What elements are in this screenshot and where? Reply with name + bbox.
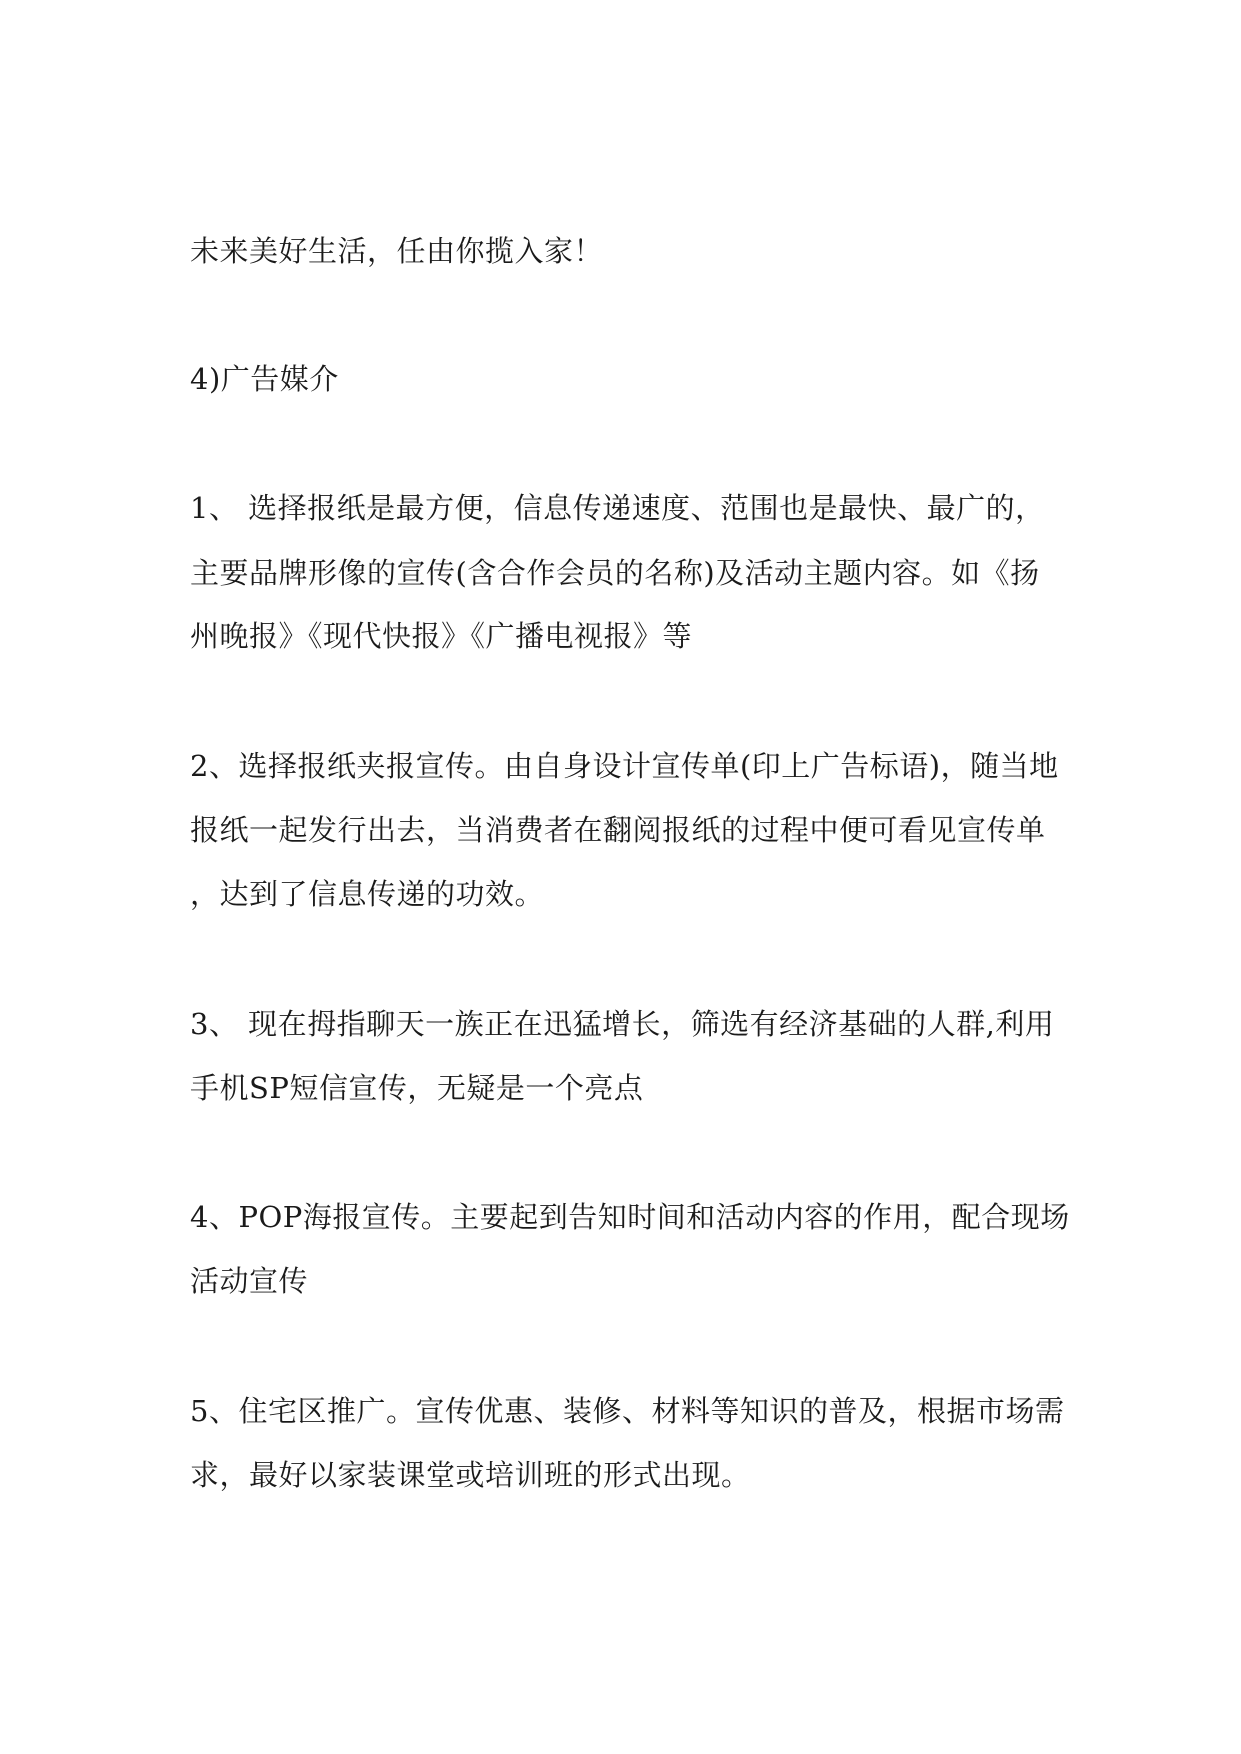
- item-3-line-1: 3、 现在拇指聊天一族正在迅猛增长，筛选有经济基础的人群,利用: [190, 1007, 1055, 1041]
- slogan-line: 未来美好生活，任由你揽入家！: [190, 234, 604, 268]
- item-5-line-2: 求，最好以家装课堂或培训班的形式出现。: [190, 1458, 751, 1492]
- item-3-line-2: 手机SP短信宣传，无疑是一个亮点: [190, 1071, 644, 1105]
- item-2-line-1: 2、选择报纸夹报宣传。由自身设计宣传单(印上广告标语)，随当地: [190, 749, 1059, 783]
- section-heading: 4)广告媒介: [190, 362, 339, 396]
- item-4-line-1: 4、POP海报宣传。主要起到告知时间和活动内容的作用，配合现场: [190, 1200, 1070, 1234]
- item-2-line-2: 报纸一起发行出去，当消费者在翻阅报纸的过程中便可看见宣传单: [190, 813, 1046, 847]
- item-5-line-1: 5、住宅区推广。宣传优惠、装修、材料等知识的普及，根据市场需: [190, 1394, 1065, 1428]
- item-1-line-2: 主要品牌形像的宣传(含合作会员的名称)及活动主题内容。如《扬: [190, 556, 1040, 590]
- item-1-line-3: 州晚报》《现代快报》《广播电视报》等: [190, 619, 693, 653]
- item-1-line-1: 1、 选择报纸是最方便，信息传递速度、范围也是最快、最广的，: [190, 491, 1045, 525]
- item-4-line-2: 活动宣传: [190, 1264, 309, 1298]
- item-2-line-3: ，达到了信息传递的功效。: [190, 877, 545, 911]
